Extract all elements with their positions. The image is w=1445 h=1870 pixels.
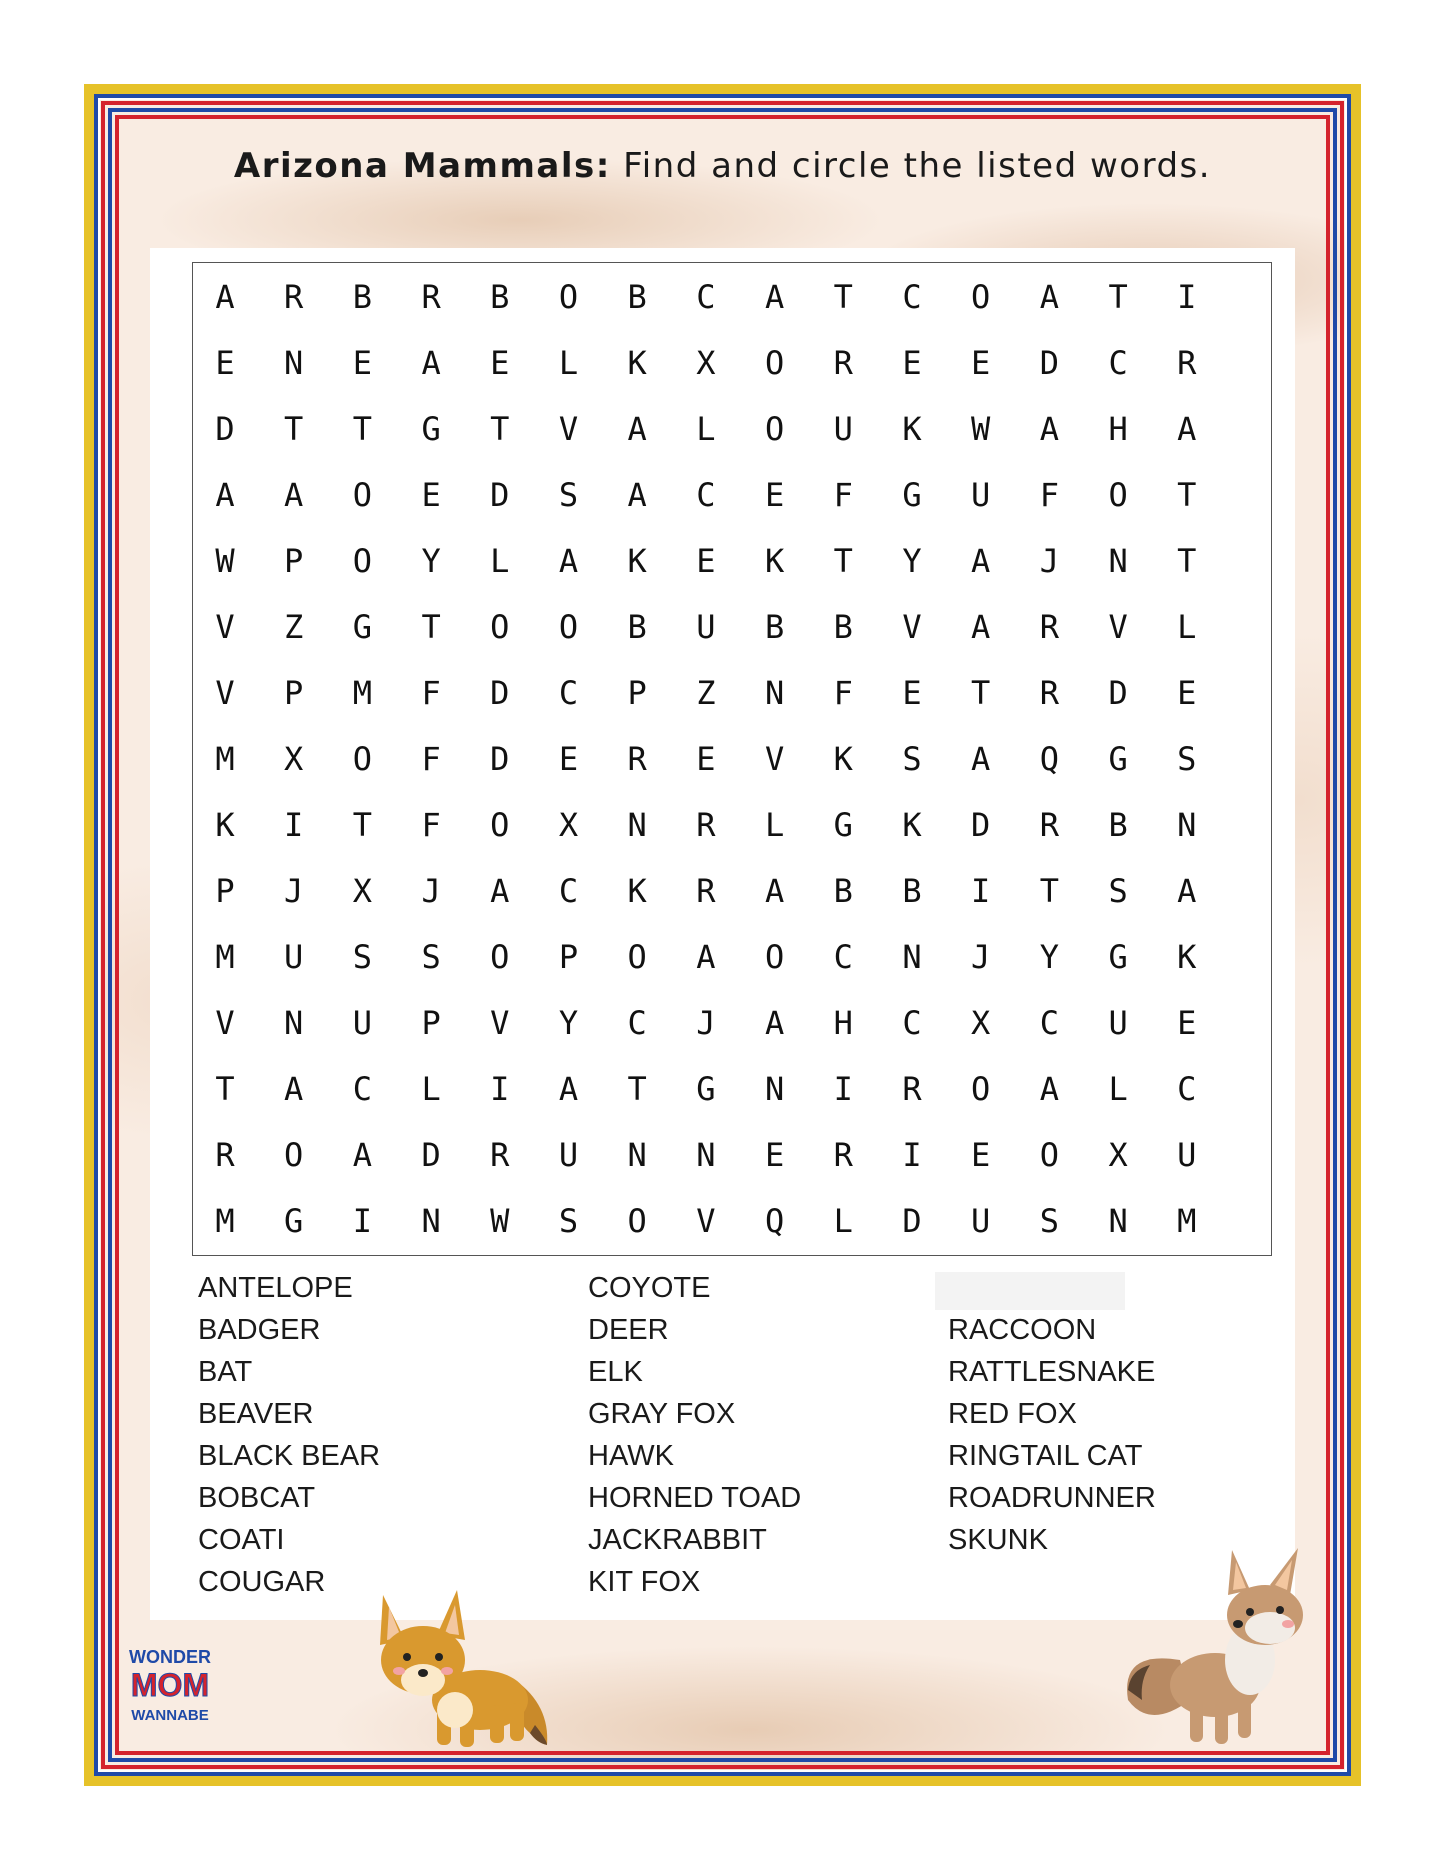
word-list-item: BEAVER (198, 1398, 314, 1430)
grid-letter: O (284, 1136, 304, 1174)
grid-letter: E (971, 344, 991, 382)
grid-letter: G (421, 410, 441, 448)
grid-letter: U (1108, 1004, 1128, 1042)
grid-letter: L (1108, 1070, 1128, 1108)
grid-letter: R (1039, 674, 1060, 712)
word-list-item: JACKRABBIT (588, 1524, 767, 1556)
grid-letter: K (833, 740, 853, 778)
grid-letter: P (558, 938, 579, 976)
grid-letter: D (971, 806, 991, 844)
grid-letter: D (1108, 674, 1128, 712)
grid-letter: R (833, 1136, 853, 1174)
grid-letter: B (1108, 806, 1128, 844)
word-list-item: RATTLESNAKE (948, 1356, 1156, 1388)
grid-letter: T (627, 1070, 647, 1108)
grid-letter: Z (696, 674, 716, 712)
grid-letter: R (696, 872, 716, 910)
grid-letter: S (558, 476, 579, 514)
grid-letter: G (1108, 740, 1128, 778)
grid-letter: K (902, 806, 922, 844)
word-search-grid (192, 262, 1272, 1256)
grid-letter: O (627, 1202, 647, 1240)
grid-letter: I (971, 872, 991, 910)
grid-letter: A (764, 872, 785, 910)
grid-letter: R (902, 1070, 922, 1108)
grid-letter: R (1039, 806, 1060, 844)
grid-letter: A (558, 542, 579, 580)
grid-letter: T (833, 278, 853, 316)
grid-letter: X (971, 1004, 991, 1042)
grid-letter: T (833, 542, 853, 580)
grid-letter: L (833, 1202, 853, 1240)
grid-letter: V (215, 1004, 235, 1042)
grid-letter: O (764, 344, 785, 382)
grid-letter: P (215, 872, 235, 910)
grid-letter: R (627, 740, 647, 778)
grid-letter: Z (284, 608, 304, 646)
grid-letter: R (833, 344, 853, 382)
grid-letter: R (284, 278, 304, 316)
grid-letter: T (1108, 278, 1128, 316)
grid-letter: E (215, 344, 235, 382)
grid-letter: K (902, 410, 922, 448)
grid-letter: C (558, 674, 579, 712)
grid-letter: N (1177, 806, 1197, 844)
grid-letter: A (627, 476, 647, 514)
grid-letter: O (352, 476, 373, 514)
grid-letter: V (490, 1004, 510, 1042)
grid-letter: L (764, 806, 785, 844)
grid-letter: E (764, 476, 785, 514)
word-list-item: SKUNK (948, 1524, 1048, 1556)
grid-letter: A (215, 278, 235, 316)
grid-letter: S (1108, 872, 1128, 910)
grid-letter: E (1177, 1004, 1197, 1042)
grid-letter: S (1039, 1202, 1060, 1240)
grid-letter: S (421, 938, 441, 976)
grid-letter: I (490, 1070, 510, 1108)
grid-letter: F (421, 806, 441, 844)
grid-letter: N (696, 1136, 716, 1174)
grid-letter: A (284, 476, 304, 514)
grid-letter: A (352, 1136, 373, 1174)
grid-letter: N (284, 1004, 304, 1042)
grid-letter: A (284, 1070, 304, 1108)
grid-letter: D (215, 410, 235, 448)
grid-letter: B (490, 278, 510, 316)
grid-letter: E (352, 344, 373, 382)
grid-letter: W (971, 410, 991, 448)
word-list-item: KIT FOX (588, 1566, 701, 1598)
grid-letter: O (558, 608, 579, 646)
grid-letter: Q (1039, 740, 1060, 778)
grid-letter: F (1039, 476, 1060, 514)
grid-letter: A (1039, 1070, 1060, 1108)
grid-letter: D (490, 740, 510, 778)
grid-letter: X (696, 344, 716, 382)
grid-letter: N (627, 1136, 647, 1174)
grid-letter: N (902, 938, 922, 976)
grid-letter: U (284, 938, 304, 976)
grid-letter: C (696, 476, 716, 514)
grid-letter: V (558, 410, 579, 448)
grid-letter: O (764, 938, 785, 976)
grid-letter: C (352, 1070, 373, 1108)
grid-letter: U (971, 476, 991, 514)
grid-letter: A (764, 278, 785, 316)
grid-letter: B (627, 608, 647, 646)
grid-letter: A (764, 1004, 785, 1042)
grid-letter: L (558, 344, 579, 382)
grid-letter: K (627, 344, 647, 382)
word-list-item: COYOTE (588, 1272, 711, 1304)
title-bold: Arizona Mammals: (233, 146, 611, 186)
grid-letter: I (1177, 278, 1197, 316)
grid-letter: K (764, 542, 785, 580)
grid-letter: I (902, 1136, 922, 1174)
grid-letter: F (833, 674, 853, 712)
grid-letter: H (833, 1004, 853, 1042)
grid-letter: R (696, 806, 716, 844)
logo-line-2: MOM (130, 1667, 210, 1703)
grid-letter: E (421, 476, 441, 514)
grid-letter: M (1177, 1202, 1197, 1240)
grid-letter: U (833, 410, 853, 448)
grid-letter: U (696, 608, 716, 646)
word-list-item: GRAY FOX (588, 1398, 736, 1430)
word-list-item: BOBCAT (198, 1482, 316, 1514)
grid-letter: J (421, 872, 441, 910)
grid-letter: S (1177, 740, 1197, 778)
grid-letter: K (215, 806, 235, 844)
grid-letter: A (490, 872, 510, 910)
grid-letter: E (696, 740, 716, 778)
grid-letter: J (971, 938, 991, 976)
grid-letter: O (490, 938, 510, 976)
grid-letter: E (558, 740, 579, 778)
grid-letter: C (833, 938, 853, 976)
grid-letter: N (1108, 1202, 1128, 1240)
grid-letter: X (284, 740, 304, 778)
grid-letter: O (352, 740, 373, 778)
grid-letter: F (833, 476, 853, 514)
grid-letter: C (902, 1004, 922, 1042)
grid-letter: B (627, 278, 647, 316)
grid-letter: D (421, 1136, 441, 1174)
grid-letter: J (696, 1004, 716, 1042)
grid-letter: L (1177, 608, 1197, 646)
grid-letter: M (215, 1202, 235, 1240)
grid-letter: X (1108, 1136, 1128, 1174)
grid-letter: W (215, 542, 235, 580)
grid-letter: S (352, 938, 373, 976)
grid-letter: R (421, 278, 441, 316)
grid-letter: A (1177, 410, 1197, 448)
grid-letter: N (764, 1070, 785, 1108)
grid-letter: G (284, 1202, 304, 1240)
logo-line-1: WONDER (129, 1647, 211, 1667)
word-list-item: DEER (588, 1314, 669, 1346)
grid-letter: N (764, 674, 785, 712)
page-title (0, 146, 1445, 186)
grid-letter: G (352, 608, 373, 646)
grid-letter: T (215, 1070, 235, 1108)
grid-letter: G (696, 1070, 716, 1108)
fox-illustration-left (365, 1585, 565, 1755)
fox-illustration-right (1120, 1540, 1310, 1750)
grid-letter: A (1039, 278, 1060, 316)
logo-line-3: WANNABE (131, 1707, 209, 1724)
word-list-item: RACCOON (948, 1314, 1097, 1346)
grid-letter: C (1039, 1004, 1060, 1042)
redacted-word-placeholder (935, 1272, 1125, 1310)
grid-letter: T (421, 608, 441, 646)
word-list-item: RINGTAIL CAT (948, 1440, 1143, 1472)
grid-letter: A (971, 542, 991, 580)
grid-letter: V (1108, 608, 1128, 646)
grid-letter: E (1177, 674, 1197, 712)
grid-letter: U (971, 1202, 991, 1240)
grid-letter: D (490, 476, 510, 514)
grid-letter: E (902, 344, 922, 382)
grid-letter: A (558, 1070, 579, 1108)
grid-letter: R (215, 1136, 235, 1174)
grid-letter: S (558, 1202, 579, 1240)
grid-letter: P (421, 1004, 441, 1042)
grid-letter: L (490, 542, 510, 580)
grid-letter: F (421, 674, 441, 712)
grid-letter: B (764, 608, 785, 646)
grid-letter: V (696, 1202, 716, 1240)
wonder-mom-wannabe-logo (126, 1645, 214, 1733)
grid-letter: U (352, 1004, 373, 1042)
grid-letter: C (902, 278, 922, 316)
title-instructions: Find and circle the listed words. (610, 146, 1212, 186)
grid-letter: G (902, 476, 922, 514)
grid-letter: A (627, 410, 647, 448)
grid-letter: V (764, 740, 785, 778)
grid-letter: D (902, 1202, 922, 1240)
grid-letter: X (558, 806, 579, 844)
grid-letter: C (1177, 1070, 1197, 1108)
grid-letter: C (1108, 344, 1128, 382)
grid-letter: I (833, 1070, 853, 1108)
grid-letter: H (1108, 410, 1128, 448)
word-list-item: BAT (198, 1356, 253, 1388)
grid-letter: A (971, 740, 991, 778)
grid-letter: X (352, 872, 373, 910)
grid-letter: K (627, 872, 647, 910)
word-list-item: COUGAR (198, 1566, 326, 1598)
grid-letter: P (284, 674, 304, 712)
grid-letter: D (1039, 344, 1060, 382)
grid-letter: L (421, 1070, 441, 1108)
grid-letter: E (696, 542, 716, 580)
grid-letter: E (764, 1136, 785, 1174)
grid-letter: A (696, 938, 716, 976)
grid-letter: B (833, 872, 853, 910)
grid-letter: Y (902, 542, 922, 580)
grid-letter: K (1177, 938, 1197, 976)
grid-letter: E (490, 344, 510, 382)
grid-letter: G (1108, 938, 1128, 976)
grid-letter: O (971, 278, 991, 316)
grid-letter: D (490, 674, 510, 712)
grid-letter: E (902, 674, 922, 712)
grid-letter: B (352, 278, 373, 316)
grid-letter: R (490, 1136, 510, 1174)
grid-letter: T (284, 410, 304, 448)
grid-letter: U (1177, 1136, 1197, 1174)
grid-letter: A (971, 608, 991, 646)
grid-letter: E (971, 1136, 991, 1174)
grid-letter: V (902, 608, 922, 646)
grid-letter: T (971, 674, 991, 712)
grid-letter: O (1039, 1136, 1060, 1174)
word-list-item: HORNED TOAD (588, 1482, 802, 1514)
grid-letter: Q (764, 1202, 785, 1240)
grid-letter: O (558, 278, 579, 316)
grid-letter: N (1108, 542, 1128, 580)
grid-letter: S (902, 740, 922, 778)
grid-letter: V (215, 674, 235, 712)
word-list-item: ANTELOPE (198, 1272, 353, 1304)
grid-letter: M (352, 674, 373, 712)
grid-letter: I (352, 1202, 373, 1240)
grid-letter: A (215, 476, 235, 514)
grid-letter: C (558, 872, 579, 910)
grid-letter: N (421, 1202, 441, 1240)
grid-letter: T (352, 806, 373, 844)
word-list-item: HAWK (588, 1440, 674, 1472)
grid-letter: T (490, 410, 510, 448)
grid-letter: J (284, 872, 304, 910)
grid-letter: Y (1039, 938, 1060, 976)
grid-letter: M (215, 740, 235, 778)
grid-letter: O (971, 1070, 991, 1108)
grid-letter: T (1039, 872, 1060, 910)
grid-letter: O (490, 608, 510, 646)
grid-letter: T (1177, 542, 1197, 580)
grid-letter: P (284, 542, 304, 580)
grid-letter: O (352, 542, 373, 580)
grid-letter: B (902, 872, 922, 910)
grid-letter: C (696, 278, 716, 316)
grid-letter: O (1108, 476, 1128, 514)
grid-letter: J (1039, 542, 1060, 580)
grid-letter: O (490, 806, 510, 844)
grid-letter: C (627, 1004, 647, 1042)
word-list-item: COATI (198, 1524, 285, 1556)
grid-letter: K (627, 542, 647, 580)
grid-letter: G (833, 806, 853, 844)
word-list-item: ELK (588, 1356, 643, 1388)
grid-letter: B (833, 608, 853, 646)
grid-letter: R (1039, 608, 1060, 646)
grid-letter: U (558, 1136, 579, 1174)
grid-letter: Y (421, 542, 441, 580)
grid-letter: F (421, 740, 441, 778)
grid-letter: N (284, 344, 304, 382)
grid-letter: O (627, 938, 647, 976)
word-list-item: RED FOX (948, 1398, 1077, 1430)
grid-letter: O (764, 410, 785, 448)
grid-letter: W (490, 1202, 510, 1240)
grid-letter: Y (558, 1004, 579, 1042)
grid-letter: T (1177, 476, 1197, 514)
grid-letter: L (696, 410, 716, 448)
grid-letter: A (421, 344, 441, 382)
grid-letter: T (352, 410, 373, 448)
grid-letter: P (627, 674, 647, 712)
word-list-item: BADGER (198, 1314, 321, 1346)
grid-letter: N (627, 806, 647, 844)
word-list-item: ROADRUNNER (948, 1482, 1156, 1514)
grid-letter: M (215, 938, 235, 976)
grid-letter: V (215, 608, 235, 646)
grid-letter: A (1177, 872, 1197, 910)
word-list-item: BLACK BEAR (198, 1440, 381, 1472)
grid-letter: R (1177, 344, 1197, 382)
grid-letter: A (1039, 410, 1060, 448)
grid-letter: I (284, 806, 304, 844)
